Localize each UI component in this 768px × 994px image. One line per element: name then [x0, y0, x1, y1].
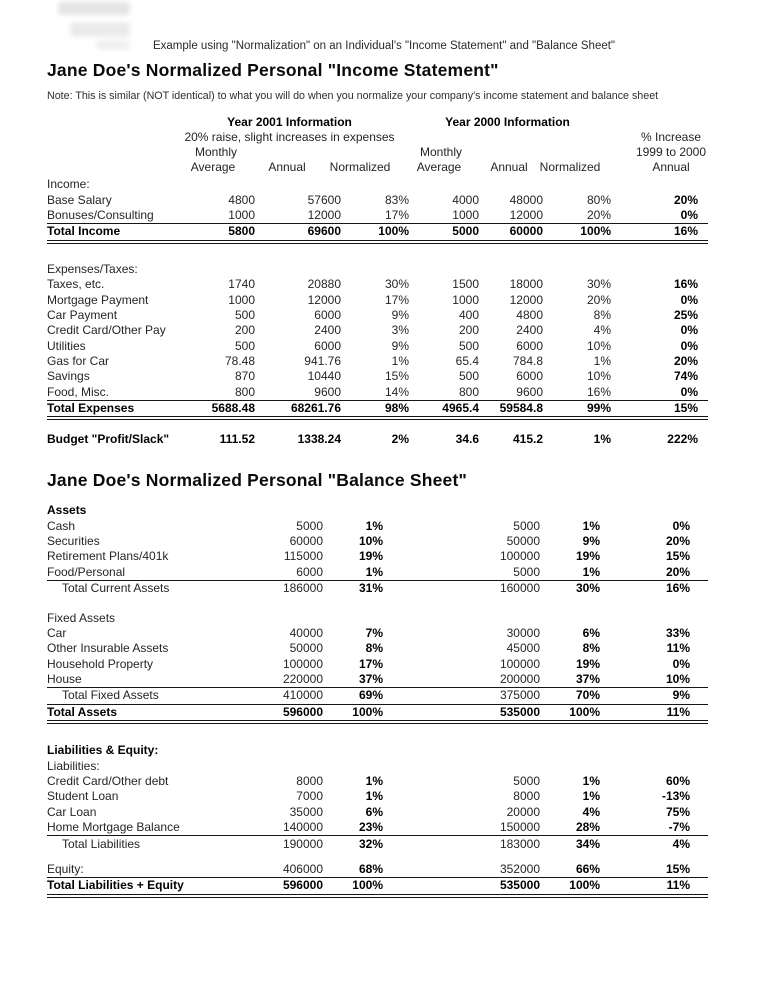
cell-value: 4% [672, 836, 690, 851]
table-row [47, 774, 708, 789]
scan-artifact [70, 22, 130, 37]
cell-value: 9600 [314, 384, 341, 399]
cell-value: 1% [582, 789, 600, 804]
cell-value: 60% [665, 774, 690, 789]
row-label: Gas for Car [47, 354, 110, 369]
cell-value: 15% [665, 862, 690, 876]
cell-value: 30% [575, 581, 600, 596]
cell-value: 12000 [307, 207, 341, 222]
row-label: Liabilities & Equity: [47, 743, 159, 758]
cell-value: 12000 [509, 207, 543, 222]
cell-value: 4800 [516, 307, 543, 322]
table-row [47, 369, 708, 384]
table-row [47, 177, 708, 192]
cell-value: 2400 [314, 323, 341, 338]
row-label: Utilities [47, 338, 86, 353]
row-label: Retirement Plans/401k [47, 549, 169, 564]
cell-value: 35000 [289, 804, 323, 819]
table-row [47, 657, 708, 672]
cell-value: 28% [575, 820, 600, 835]
row-label: Total Current Assets [62, 581, 170, 596]
cell-value: 48000 [509, 192, 543, 207]
cell-value: 5688.48 [211, 401, 255, 416]
cell-value: 19% [358, 549, 383, 564]
cell-value: 30000 [506, 625, 540, 640]
table-row [47, 292, 708, 307]
row-label: Base Salary [47, 192, 112, 207]
cell-value: 12000 [307, 292, 341, 307]
cell-value: 57600 [307, 192, 341, 207]
row-label: Car Loan [47, 804, 97, 819]
cell-value: 16% [665, 581, 690, 596]
balance-sheet-title: Jane Doe's Normalized Personal "Balance Sheet" [47, 470, 467, 490]
cell-value: 7% [365, 625, 383, 640]
table-row [47, 610, 708, 625]
table-row [47, 277, 708, 292]
cell-value: 941.76 [304, 354, 341, 369]
cell-value: 37% [575, 672, 600, 687]
cell-value: 8% [593, 307, 611, 322]
cell-value: 69600 [307, 224, 341, 239]
cell-value: 69% [358, 688, 383, 703]
cell-value: 220000 [282, 672, 323, 687]
cell-value: 50000 [506, 533, 540, 548]
cell-value: 16% [673, 277, 698, 292]
cell-value: 60000 [289, 533, 323, 548]
cell-value: 7000 [296, 789, 323, 804]
average-header-2001: Average [190, 160, 236, 174]
cell-value: 1% [365, 789, 383, 804]
row-label: Fixed Assets [47, 610, 116, 625]
cell-value: 17% [358, 656, 383, 671]
table-row [47, 820, 708, 835]
cell-value: 99% [586, 401, 611, 416]
cell-value: 1% [582, 774, 600, 789]
cell-value: 75% [665, 804, 690, 819]
cell-value: 4000 [452, 192, 479, 207]
cell-value: 11% [666, 704, 690, 719]
table-row [47, 724, 708, 743]
table-row [47, 323, 708, 338]
row-label: Budget "Profit/Slack" [47, 431, 170, 446]
cell-value: 1% [365, 518, 383, 533]
annual-header-2001: Annual [268, 160, 306, 174]
cell-value: 160000 [499, 581, 540, 596]
cell-value: 400 [458, 307, 479, 322]
table-row [47, 704, 708, 724]
row-label: Total Liabilities [62, 836, 141, 851]
pct-increase-header: % Increase [640, 130, 702, 144]
cell-value: 59584.8 [499, 401, 543, 416]
cell-value: 500 [234, 307, 255, 322]
row-label: Credit Card/Other debt [47, 774, 169, 789]
cell-value: 500 [234, 338, 255, 353]
cell-value: 25% [673, 307, 698, 322]
cell-value: 2% [391, 431, 409, 446]
cell-value: 6% [365, 804, 383, 819]
note-text: Note: This is similar (NOT identical) to what you will do when you normalize your company's income statement and balance sheet [47, 90, 659, 102]
row-label: Securities [47, 533, 100, 548]
cell-value: 596000 [282, 704, 323, 719]
row-label: Taxes, etc. [47, 277, 105, 292]
table-row [47, 835, 708, 851]
cell-value: 17% [384, 207, 409, 222]
monthly-header-2000: Monthly [420, 145, 463, 159]
cell-value: 65.4 [455, 354, 479, 369]
cell-value: 15% [665, 549, 690, 564]
row-label: Total Fixed Assets [62, 688, 159, 703]
cell-value: 20% [586, 207, 611, 222]
cell-value: 352000 [499, 862, 540, 876]
cell-value: 100000 [499, 656, 540, 671]
cell-value: 415.2 [512, 431, 543, 446]
cell-value: 66% [575, 862, 600, 876]
cell-value: 10% [358, 533, 383, 548]
year-2000-header: Year 2000 Information [445, 115, 570, 129]
cell-value: 19% [575, 656, 600, 671]
cell-value: 100% [580, 224, 611, 239]
table-row [47, 208, 708, 223]
table-row [47, 805, 708, 820]
cell-value: 200000 [499, 672, 540, 687]
income-table-header [47, 115, 708, 177]
cell-value: 0% [680, 338, 698, 353]
cell-value: 15% [384, 369, 409, 384]
raise-note: 20% raise, slight increases in expenses [184, 130, 395, 144]
cell-value: 20% [665, 533, 690, 548]
table-row [47, 672, 708, 687]
cell-value: 183000 [499, 836, 540, 851]
cell-value: 100000 [499, 549, 540, 564]
table-row [47, 339, 708, 354]
cell-value: 32% [358, 836, 383, 851]
cell-value: 6000 [516, 369, 543, 384]
cell-value: 11% [666, 641, 690, 656]
table-row [47, 431, 708, 446]
cell-value: 8% [582, 641, 600, 656]
cell-value: 33% [665, 625, 690, 640]
monthly-header-2001: Monthly [195, 145, 238, 159]
cell-value: 20880 [307, 277, 341, 292]
row-label: Cash [47, 518, 76, 533]
cell-value: 1500 [452, 277, 479, 292]
normalized-header-2001: Normalized [329, 160, 391, 174]
cell-value: 535000 [499, 704, 540, 719]
row-label: Home Mortgage Balance [47, 820, 180, 835]
cell-value: 535000 [499, 878, 540, 893]
cell-value: 100% [352, 878, 383, 893]
cell-value: 1% [365, 564, 383, 579]
row-label: Car [47, 625, 67, 640]
annual-header-2000: Annual [490, 160, 528, 174]
balance-sheet-table [47, 503, 708, 898]
normalized-header-2000: Normalized [539, 160, 601, 174]
row-label: Credit Card/Other Pay [47, 323, 166, 338]
table-row [47, 244, 708, 262]
cell-value: 1338.24 [297, 431, 341, 446]
page-subtitle: Example using "Normalization" on an Individual's "Income Statement" and "Balance Sheet" [152, 40, 616, 52]
cell-value: 30% [384, 277, 409, 292]
cell-value: 870 [234, 369, 255, 384]
row-label: Total Assets [47, 704, 118, 719]
table-row [47, 192, 708, 207]
cell-value: 0% [680, 323, 698, 338]
cell-value: 140000 [282, 820, 323, 835]
table-row [47, 877, 708, 897]
annual-increase-header: Annual [652, 160, 690, 174]
cell-value: 5000 [513, 518, 540, 533]
row-label: Food/Personal [47, 564, 126, 579]
cell-value: 45000 [506, 641, 540, 656]
cell-value: 5000 [296, 518, 323, 533]
table-row [47, 596, 708, 610]
cell-value: 15% [673, 401, 698, 416]
table-row [47, 308, 708, 323]
cell-value: 20% [586, 292, 611, 307]
pct-increase-range: 1999 to 2000 [635, 145, 707, 159]
cell-value: 100% [352, 704, 383, 719]
table-row [47, 503, 708, 518]
cell-value: 31% [358, 581, 383, 596]
row-label: Assets [47, 503, 87, 518]
cell-value: 4800 [228, 192, 255, 207]
cell-value: 8000 [296, 774, 323, 789]
cell-value: 1% [593, 431, 611, 446]
table-row [47, 400, 708, 420]
cell-value: 100% [569, 704, 600, 719]
cell-value: 16% [673, 224, 698, 239]
cell-value: 10% [665, 672, 690, 687]
row-label: Total Expenses [47, 401, 135, 416]
cell-value: 406000 [282, 862, 323, 876]
cell-value: 4% [582, 804, 600, 819]
cell-value: 0% [680, 207, 698, 222]
cell-value: 100% [569, 878, 600, 893]
cell-value: 20% [673, 192, 698, 207]
cell-value: 6000 [516, 338, 543, 353]
row-label: Savings [47, 369, 90, 384]
cell-value: 0% [680, 384, 698, 399]
cell-value: 8% [365, 641, 383, 656]
cell-value: 375000 [499, 688, 540, 703]
table-row [47, 852, 708, 862]
cell-value: 800 [458, 384, 479, 399]
row-label: Other Insurable Assets [47, 641, 169, 656]
cell-value: 186000 [282, 581, 323, 596]
table-row [47, 626, 708, 641]
row-label: Food, Misc. [47, 384, 110, 399]
cell-value: 190000 [282, 836, 323, 851]
cell-value: 20% [665, 564, 690, 579]
cell-value: 1% [582, 518, 600, 533]
income-statement-table [47, 177, 708, 447]
cell-value: 6% [582, 625, 600, 640]
table-row [47, 549, 708, 564]
cell-value: 8000 [513, 789, 540, 804]
row-label: Mortgage Payment [47, 292, 149, 307]
cell-value: 1% [582, 564, 600, 579]
cell-value: 100000 [282, 656, 323, 671]
cell-value: 1000 [452, 292, 479, 307]
cell-value: 20% [673, 354, 698, 369]
cell-value: 1% [593, 354, 611, 369]
row-label: Student Loan [47, 789, 119, 804]
cell-value: 200 [234, 323, 255, 338]
cell-value: 60000 [509, 224, 543, 239]
cell-value: 30% [586, 277, 611, 292]
cell-value: 4% [593, 323, 611, 338]
table-row [47, 420, 708, 431]
cell-value: 9% [391, 307, 409, 322]
cell-value: 10% [586, 369, 611, 384]
cell-value: 1740 [228, 277, 255, 292]
cell-value: 410000 [282, 688, 323, 703]
cell-value: 40000 [289, 625, 323, 640]
cell-value: 111.52 [219, 431, 255, 446]
cell-value: 6000 [314, 338, 341, 353]
cell-value: 115000 [283, 549, 323, 564]
cell-value: 68% [358, 862, 383, 876]
cell-value: 10% [586, 338, 611, 353]
cell-value: 34.6 [455, 431, 479, 446]
cell-value: 12000 [509, 292, 543, 307]
year-2001-header: Year 2001 Information [227, 115, 352, 129]
cell-value: 5800 [228, 224, 255, 239]
cell-value: 9% [672, 688, 690, 703]
table-row [47, 534, 708, 549]
cell-value: 6000 [296, 564, 323, 579]
cell-value: -7% [668, 820, 690, 835]
cell-value: 500 [458, 338, 479, 353]
row-label: House [47, 672, 82, 687]
cell-value: 83% [384, 192, 409, 207]
row-label: Equity: [47, 862, 84, 876]
cell-value: 10440 [307, 369, 341, 384]
cell-value: 9600 [516, 384, 543, 399]
cell-value: 16% [586, 384, 611, 399]
row-label: Income: [47, 177, 90, 192]
cell-value: 9% [582, 533, 600, 548]
cell-value: 222% [667, 431, 698, 446]
table-row [47, 580, 708, 596]
table-row [47, 641, 708, 656]
cell-value: 5000 [452, 224, 479, 239]
cell-value: 80% [586, 192, 611, 207]
cell-value: 14% [384, 384, 409, 399]
cell-value: 50000 [289, 641, 323, 656]
income-statement-title: Jane Doe's Normalized Personal "Income Statement" [47, 60, 499, 80]
cell-value: 5000 [513, 564, 540, 579]
cell-value: 4965.4 [442, 401, 479, 416]
table-row [47, 687, 708, 703]
cell-value: 1000 [228, 207, 255, 222]
row-label: Liabilities: [47, 758, 100, 773]
row-label: Expenses/Taxes: [47, 261, 138, 276]
row-label: Total Income [47, 224, 121, 239]
cell-value: 5000 [513, 774, 540, 789]
cell-value: 596000 [282, 878, 323, 893]
table-row [47, 223, 708, 243]
cell-value: 1000 [228, 292, 255, 307]
table-row [47, 518, 708, 533]
cell-value: 9% [391, 338, 409, 353]
cell-value: 0% [672, 518, 690, 533]
cell-value: 20000 [506, 804, 540, 819]
cell-value: 1% [365, 774, 383, 789]
table-row [47, 354, 708, 369]
cell-value: 6000 [314, 307, 341, 322]
table-row [47, 262, 708, 277]
cell-value: -13% [661, 789, 690, 804]
cell-value: 2400 [516, 323, 543, 338]
cell-value: 11% [666, 878, 690, 893]
table-row [47, 862, 708, 877]
cell-value: 19% [575, 549, 600, 564]
table-row [47, 385, 708, 400]
cell-value: 1000 [452, 207, 479, 222]
scan-artifact [58, 2, 130, 15]
cell-value: 37% [358, 672, 383, 687]
cell-value: 200 [458, 323, 479, 338]
cell-value: 23% [358, 820, 383, 835]
cell-value: 500 [458, 369, 479, 384]
table-row [47, 565, 708, 580]
cell-value: 34% [575, 836, 600, 851]
cell-value: 74% [673, 369, 698, 384]
table-row [47, 758, 708, 773]
cell-value: 150000 [499, 820, 540, 835]
table-row [47, 743, 708, 758]
table-row [47, 789, 708, 804]
cell-value: 1% [391, 354, 409, 369]
row-label: Car Payment [47, 307, 118, 322]
row-label: Bonuses/Consulting [47, 207, 154, 222]
cell-value: 784.8 [512, 354, 543, 369]
row-label: Household Property [47, 656, 154, 671]
cell-value: 17% [384, 292, 409, 307]
cell-value: 18000 [509, 277, 543, 292]
row-label: Total Liabilities + Equity [47, 878, 184, 893]
cell-value: 3% [391, 323, 409, 338]
average-header-2000: Average [416, 160, 462, 174]
cell-value: 800 [234, 384, 255, 399]
cell-value: 0% [672, 656, 690, 671]
cell-value: 78.48 [224, 354, 255, 369]
cell-value: 0% [680, 292, 698, 307]
cell-value: 68261.76 [290, 401, 341, 416]
cell-value: 100% [378, 224, 409, 239]
cell-value: 70% [575, 688, 600, 703]
cell-value: 98% [384, 401, 409, 416]
